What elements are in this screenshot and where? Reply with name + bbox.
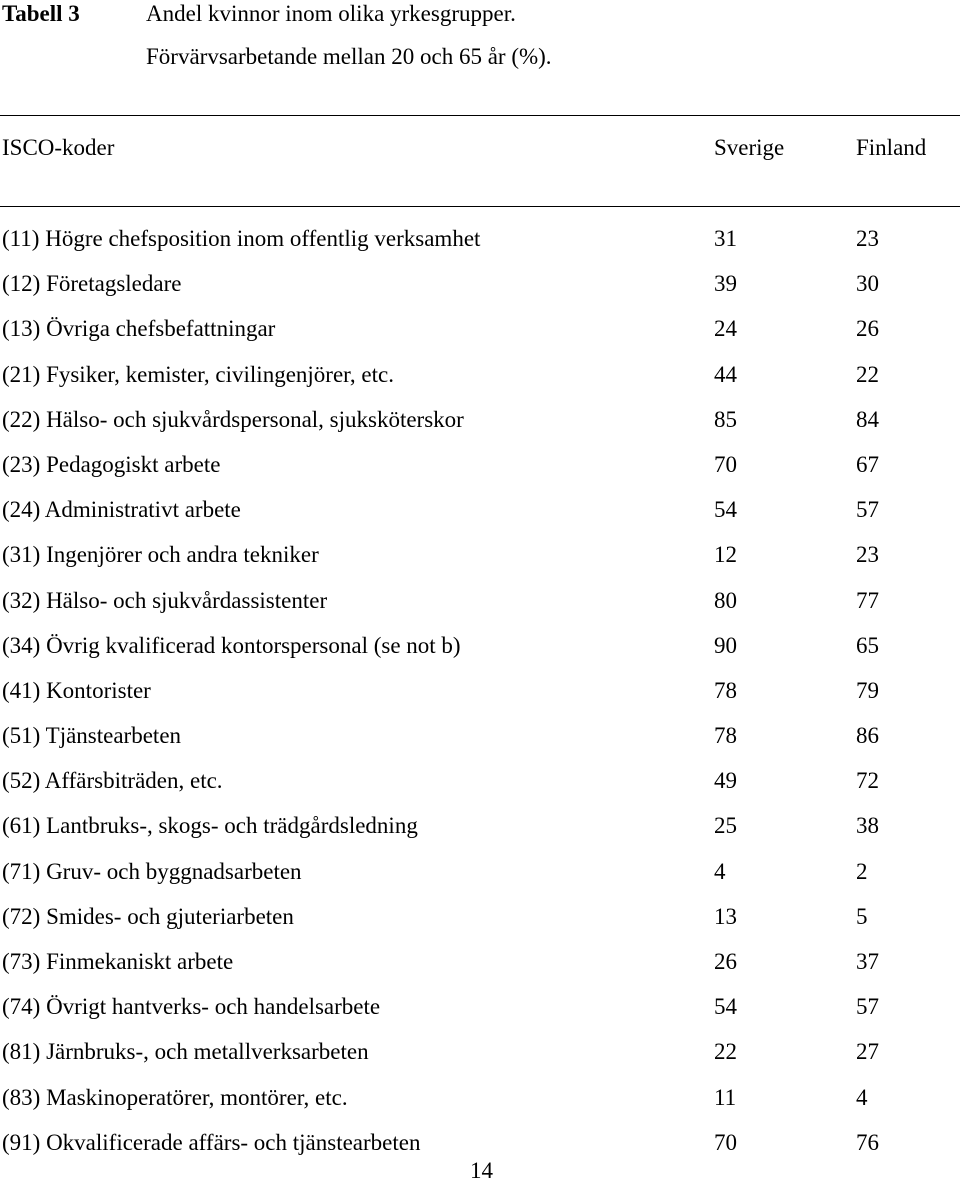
row-label: (73) Finmekaniskt arbete <box>2 949 234 974</box>
table-number: Tabell 3 <box>2 1 80 26</box>
header-isco: ISCO-koder <box>2 135 115 160</box>
sverige-value: 31 <box>714 226 737 251</box>
row-label: (71) Gruv- och byggnadsarbeten <box>2 858 302 884</box>
table-row <box>0 677 960 722</box>
table-row <box>0 948 960 993</box>
table-row <box>0 632 960 677</box>
row-label: (13) Övriga chefsbefattningar <box>2 316 276 342</box>
table-row <box>0 541 960 586</box>
header-sverige: Sverige <box>714 135 785 160</box>
row-label: (41) Kontorister <box>2 677 151 703</box>
page-number: 14 <box>470 1158 493 1183</box>
row-label: (31) Ingenjörer och andra tekniker <box>2 542 319 568</box>
finland-value: 57 <box>856 994 879 1020</box>
table-body <box>0 225 960 1174</box>
row-label: (22) Hälso- och sjukvårdspersonal, sjuksköterskor <box>2 406 464 432</box>
table-row <box>0 587 960 632</box>
sverige-value: 11 <box>714 1084 737 1110</box>
table-row <box>0 315 960 360</box>
finland-value: 30 <box>856 271 879 297</box>
sverige-value: 39 <box>714 271 737 297</box>
table-title: Andel kvinnor inom olika yrkesgrupper. <box>146 1 516 26</box>
row-label: (61) Lantbruks-, skogs- och trädgårdsledning <box>2 813 418 839</box>
row-label: (34) Övrig kvalificerad kontorspersonal (se not b) <box>2 632 461 658</box>
row-label: (52) Affärsbiträden, etc. <box>2 768 223 794</box>
sverige-value: 78 <box>714 677 737 703</box>
sverige-value: 90 <box>714 632 737 658</box>
sverige-value: 70 <box>714 1129 737 1155</box>
finland-value: 38 <box>856 813 879 839</box>
finland-value: 84 <box>856 406 879 432</box>
row-label: (12) Företagsledare <box>2 271 182 297</box>
table-row <box>0 225 960 270</box>
row-label: (11) Högre chefsposition inom offentlig verksamhet <box>2 226 481 251</box>
finland-value: 27 <box>856 1039 879 1065</box>
finland-value: 4 <box>856 1084 868 1110</box>
table-row <box>0 722 960 767</box>
row-label: (83) Maskinoperatörer, montörer, etc. <box>2 1084 348 1110</box>
finland-value: 65 <box>856 632 879 658</box>
table-row <box>0 1084 960 1129</box>
finland-value: 67 <box>856 451 879 477</box>
sverige-value: 78 <box>714 723 737 749</box>
finland-value: 5 <box>856 903 868 929</box>
sverige-value: 70 <box>714 451 737 477</box>
table-row <box>0 361 960 406</box>
row-label: (81) Järnbruks-, och metallverksarbeten <box>2 1039 369 1065</box>
sverige-value: 54 <box>714 497 737 523</box>
finland-value: 57 <box>856 497 879 523</box>
top-rule <box>0 115 960 116</box>
finland-value: 79 <box>856 677 879 703</box>
finland-value: 22 <box>856 361 879 387</box>
sverige-value: 4 <box>714 858 726 884</box>
finland-value: 26 <box>856 316 879 342</box>
finland-value: 86 <box>856 723 879 749</box>
finland-value: 77 <box>856 587 879 613</box>
table-row <box>0 812 960 857</box>
sverige-value: 26 <box>714 949 737 974</box>
finland-value: 72 <box>856 768 879 794</box>
row-label: (23) Pedagogiskt arbete <box>2 451 221 477</box>
sverige-value: 80 <box>714 587 737 613</box>
row-label: (51) Tjänstearbeten <box>2 723 182 749</box>
sverige-value: 13 <box>714 903 737 929</box>
table-row <box>0 451 960 496</box>
table-row <box>0 767 960 812</box>
table-row <box>0 270 960 315</box>
row-label: (74) Övrigt hantverks- och handelsarbete <box>2 994 381 1020</box>
row-label: (24) Administrativt arbete <box>2 497 241 523</box>
table-row <box>0 496 960 541</box>
sverige-value: 54 <box>714 994 737 1020</box>
table-row <box>0 993 960 1038</box>
finland-value: 37 <box>856 949 879 974</box>
finland-value: 2 <box>856 858 868 884</box>
sverige-value: 49 <box>714 768 737 794</box>
row-label: (32) Hälso- och sjukvårdassistenter <box>2 587 328 613</box>
row-label: (72) Smides- och gjuteriarbeten <box>2 903 294 929</box>
header-rule <box>0 206 960 207</box>
finland-value: 23 <box>856 226 879 251</box>
sverige-value: 85 <box>714 406 737 432</box>
header-finland: Finland <box>856 135 927 160</box>
sverige-value: 25 <box>714 813 737 839</box>
sverige-value: 22 <box>714 1039 737 1065</box>
sverige-value: 24 <box>714 316 737 342</box>
sverige-value: 44 <box>714 361 737 387</box>
finland-value: 76 <box>856 1129 879 1155</box>
sverige-value: 12 <box>714 542 737 568</box>
finland-value: 23 <box>856 542 879 568</box>
row-label: (21) Fysiker, kemister, civilingenjörer, etc. <box>2 361 394 387</box>
table-subtitle: Förvärvsarbetande mellan 20 och 65 år (%). <box>146 44 552 69</box>
table-row <box>0 903 960 948</box>
row-label: (91) Okvalificerade affärs- och tjänstearbeten <box>2 1129 421 1155</box>
table-row <box>0 406 960 451</box>
table-row <box>0 1038 960 1083</box>
table-row <box>0 858 960 903</box>
